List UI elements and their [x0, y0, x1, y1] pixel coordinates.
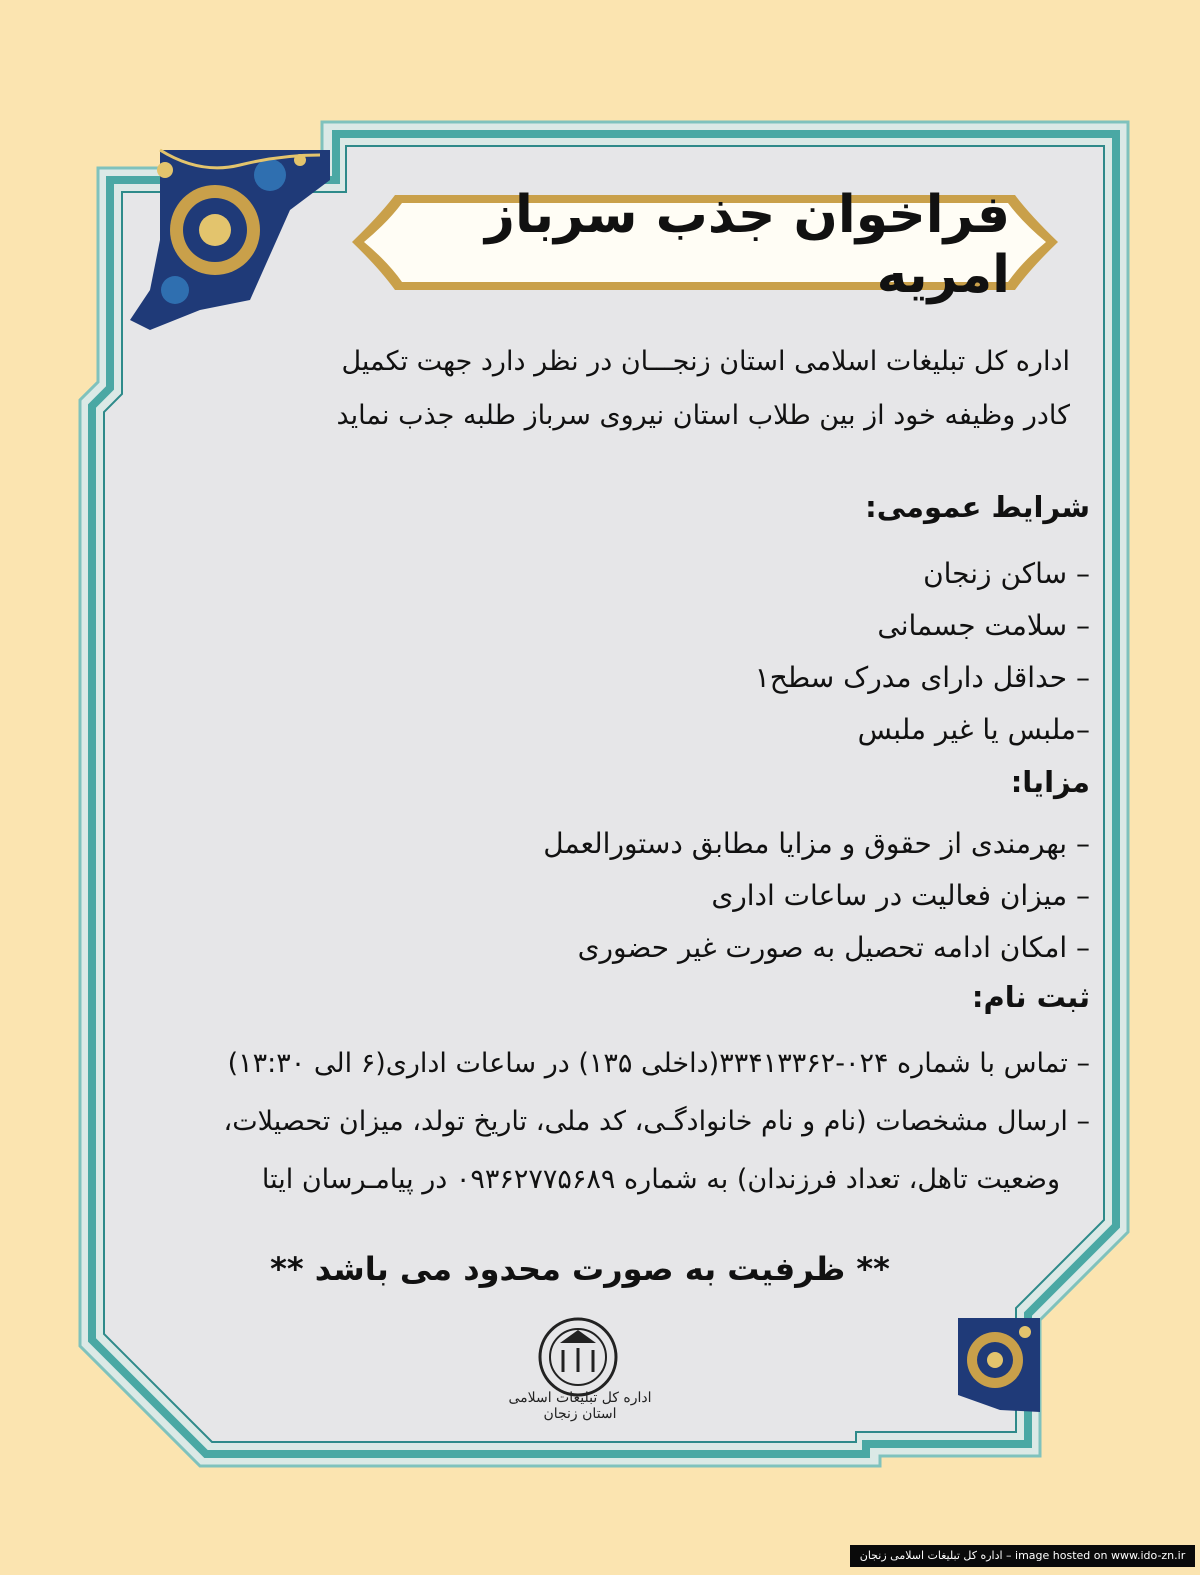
page-title: فراخوان جذب سرباز امریه [485, 185, 1010, 305]
benefits-list [130, 818, 1090, 974]
registration-heading: ثبت نام: [971, 980, 1090, 1014]
registration-send-line: وضعیت تاهل، تعداد فرزندان) به شماره ۰۹۳۶۲۷۷۵۶۸۹ در پیامـرسان ایتا [261, 1164, 1060, 1195]
intro-paragraph [270, 335, 1070, 443]
list-item: – میزان فعالیت در ساعات اداری [711, 879, 1090, 912]
org-caption: اداره کل تبلیغات اسلامی استان زنجان [508, 1390, 652, 1422]
benefits-heading: مزایا: [1010, 765, 1090, 799]
registration-details [130, 1035, 1090, 1209]
ornament-bottom-right [958, 1318, 1040, 1412]
intro-line: کادر وظیفه خود از بین طلاب استان نیروی سرباز طلبه جذب نماید [336, 400, 1070, 431]
registration-send-line: – ارسال مشخصات (نام و نام خانوادگـی، کد ملی، تاریخ تولد، میزان تحصیلات، [223, 1106, 1090, 1137]
list-item: – سلامت جسمانی [877, 609, 1090, 642]
list-item: – حداقل دارای مدرک سطح۱ [754, 661, 1090, 694]
list-item: – ساکن زنجان [923, 557, 1090, 590]
list-item: –ملبس یا غیر ملبس [857, 713, 1090, 746]
general-conditions-heading: شرایط عمومی: [865, 490, 1090, 524]
footer-credit: اداره کل تبلیغات اسلامی زنجان – image hosted on www.ido-zn.ir [850, 1545, 1195, 1567]
general-conditions-list [130, 548, 1090, 756]
list-item: – امکان ادامه تحصیل به صورت غیر حضوری [577, 931, 1090, 964]
list-item: – بهرمندی از حقوق و مزایا مطابق دستورالعمل [543, 827, 1090, 860]
intro-line: اداره کل تبلیغات اسلامی استان زنجـــان در نظر دارد جهت تکمیل [341, 346, 1070, 377]
capacity-note: ** ظرفیت به صورت محدود می باشد ** [270, 1250, 890, 1288]
registration-contact: – تماس با شماره ۰۲۴-۳۳۴۱۳۳۶۲(داخلی ۱۳۵) در ساعات اداری(۶ الی ۱۳:۳۰) [227, 1048, 1090, 1079]
